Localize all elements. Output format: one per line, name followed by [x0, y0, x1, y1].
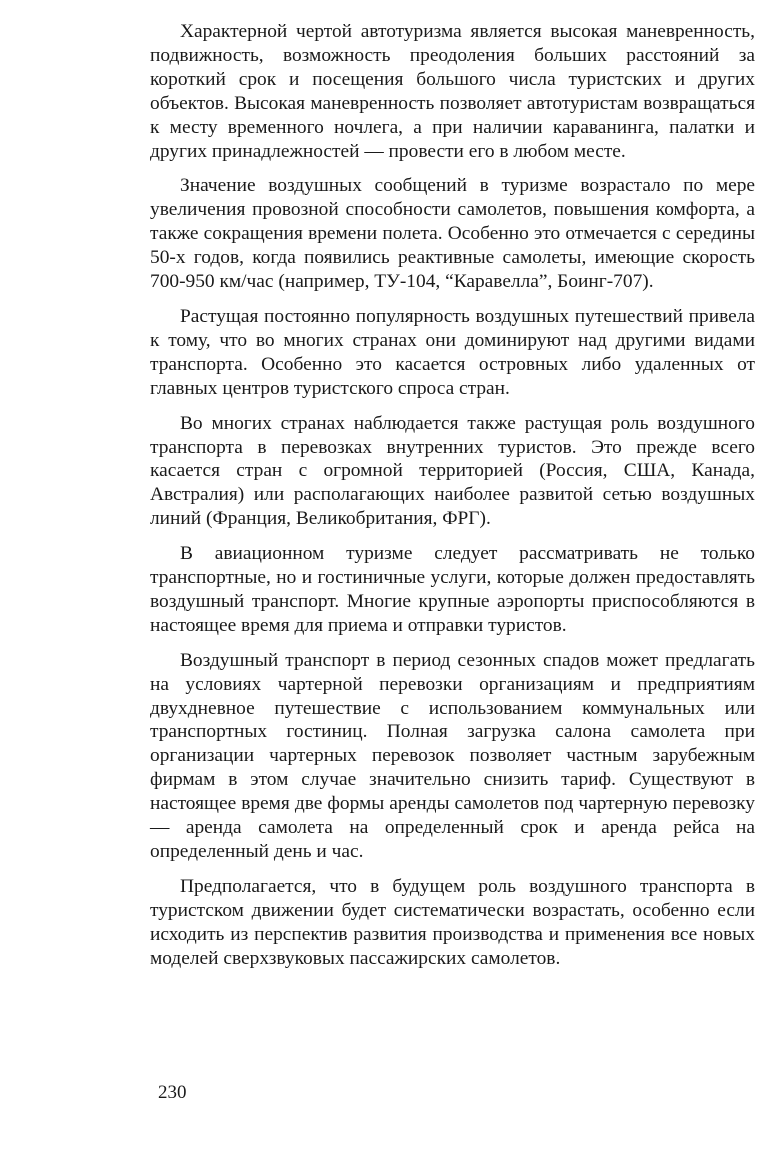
page-body	[150, 20, 755, 982]
paragraph-aviation-tourism-services: В авиационном туризме следует рассматривать не только транспортные, но и гостиничные услуги, которые должен предоставлять воздушный транспорт. Многие крупные аэропорты приспособляются в настоящее время для приема и отправки туристов.	[150, 543, 755, 636]
paragraph-air-travel-popularity: Растущая постоянно популярность воздушных путешествий привела к тому, что во многих странах они доминируют над другими видами транспорта. Особенно это касается островных либо удаленных от главных центров туристского спроса стран.	[150, 305, 755, 399]
paragraph-autotourism: Характерной чертой автотуризма является высокая маневренность, подвижность, возможность преодоления больших расстояний за короткий срок и посещения большого числа туристских и других объектов. Высокая маневренность позволяет автотуристам возвращаться к месту временного ночлега, а при наличии караванинга, палатки и других принадлежностей — провести его в любом месте.	[150, 21, 755, 162]
paragraph-domestic-air-transport: Во многих странах наблюдается также растущая роль воздушного транспорта в перевозках внутренних туристов. Это прежде всего касается стран с огромной территорией (Россия, США, Канада, Австралия) или располагающих наиболее развитой сетью воздушных линий (Франция, Великобритания, ФРГ).	[150, 412, 755, 530]
paragraph-future-outlook: Предполагается, что в будущем роль воздушного транспорта в туристском движении будет систематически возрастать, особенно если исходить из перспектив развития производства и применения все новых моделей сверхзвуковых пассажирских самолетов.	[150, 875, 755, 969]
page-number: 230	[158, 1082, 187, 1103]
paragraph-air-transport-importance: Значение воздушных сообщений в туризме возрастало по мере увеличения провозной способности самолетов, повышения комфорта, а также сокращения времени полета. Особенно это отмечается с середины 50-х годов, когда появились реактивные самолеты, имеющие скорость 700-950 км/час (например, ТУ-104, “Каравелла”, Боинг-707).	[150, 175, 755, 293]
paragraph-charter-flights: Воздушный транспорт в период сезонных спадов может предлагать на условиях чартерной перевозки организациям и предприятиям двухдневное путешествие с использованием коммунальных или транспортных гостиниц. Полная загрузка салона самолета при организации чартерных перевозок позволяет частным зарубежным фирмам в этом случае значительно снизить тариф. Существуют в настоящее время две формы аренды самолетов под чартерную перевозку — аренда самолета на определенный срок и аренда рейса на определенный день и час.	[150, 649, 755, 862]
